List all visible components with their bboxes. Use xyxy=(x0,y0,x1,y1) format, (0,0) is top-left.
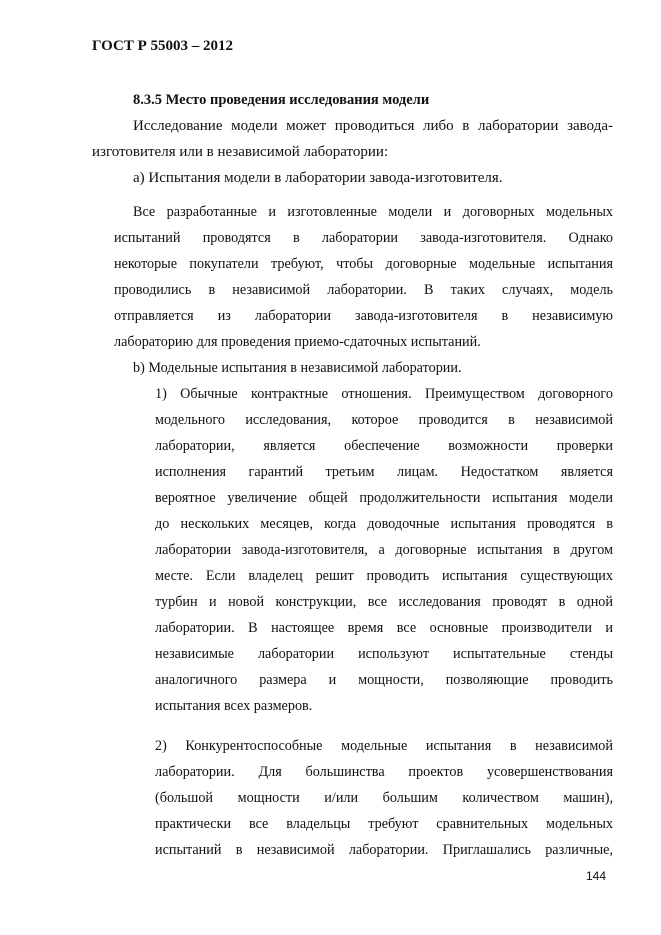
models-paragraph xyxy=(92,199,613,355)
text-line: исполнения гарантий третьим лицам. Недостатком является xyxy=(155,464,613,480)
text-line: вероятное увеличение общей продолжительности испытания модели xyxy=(155,490,613,506)
section-title: 8.3.5 Место проведения исследования модели xyxy=(133,92,430,108)
subitem-1 xyxy=(155,381,613,719)
text-line: отправляется из лаборатории завода-изготовителя в независимую xyxy=(114,308,613,324)
intro-paragraph xyxy=(92,113,613,165)
text-line: (большой мощности и/или большим количеством машин), xyxy=(155,790,613,806)
text-line: лаборатории. В настоящее время все основные производители и xyxy=(155,620,613,636)
text-line: лаборатории завода-изготовителя, а договорные испытания в другом xyxy=(155,542,613,558)
text-line: Исследование модели может проводиться либо в лаборатории завода- xyxy=(133,118,613,134)
text-line: практически все владельцы требуют сравнительных модельных xyxy=(155,816,613,832)
subitem-2 xyxy=(155,733,613,863)
text-line: месте. Если владелец решит проводить испытания существующих xyxy=(155,568,613,584)
text-line: испытания всех размеров. xyxy=(155,698,313,714)
text-line: изготовителя или в независимой лаборатории: xyxy=(92,144,389,160)
text-line: турбин и новой конструкции, все исследования проводят в одной xyxy=(155,594,613,610)
item-b: b) Модельные испытания в независимой лаборатории. xyxy=(133,360,462,376)
text-line: проводились в независимой лаборатории. В таких случаях, модель xyxy=(114,282,613,298)
text-line: независимые лаборатории используют испытательные стенды xyxy=(155,646,613,662)
text-line: лаборатории. Для большинства проектов усовершенствования xyxy=(155,764,613,780)
item-a: а) Испытания модели в лаборатории завода-изготовителя. xyxy=(133,170,503,186)
text-line: аналогичного размера и мощности, позволяющие проводить xyxy=(155,672,613,688)
text-line: 1) Обычные контрактные отношения. Преимуществом договорного xyxy=(155,386,613,402)
text-line: Все разработанные и изготовленные модели и договорных модельных xyxy=(133,204,613,220)
page-number: 144 xyxy=(586,869,607,883)
text-line: испытаний в независимой лаборатории. Приглашались различные, xyxy=(155,842,613,858)
document-header: ГОСТ Р 55003 – 2012 xyxy=(92,38,234,54)
text-line: лабораторию для проведения приемо-сдаточных испытаний. xyxy=(114,334,481,350)
text-line: лаборатории, является обеспечение возможности проверки xyxy=(155,438,613,454)
text-line: модельного исследования, которое проводится в независимой xyxy=(155,412,613,428)
text-line: 2) Конкурентоспособные модельные испытания в независимой xyxy=(155,738,613,754)
text-line: некоторые покупатели требуют, чтобы договорные модельные испытания xyxy=(114,256,613,272)
text-line: испытаний проводятся в лаборатории завода-изготовителя. Однако xyxy=(114,230,613,246)
text-line: до нескольких месяцев, когда доводочные испытания проводятся в xyxy=(155,516,613,532)
